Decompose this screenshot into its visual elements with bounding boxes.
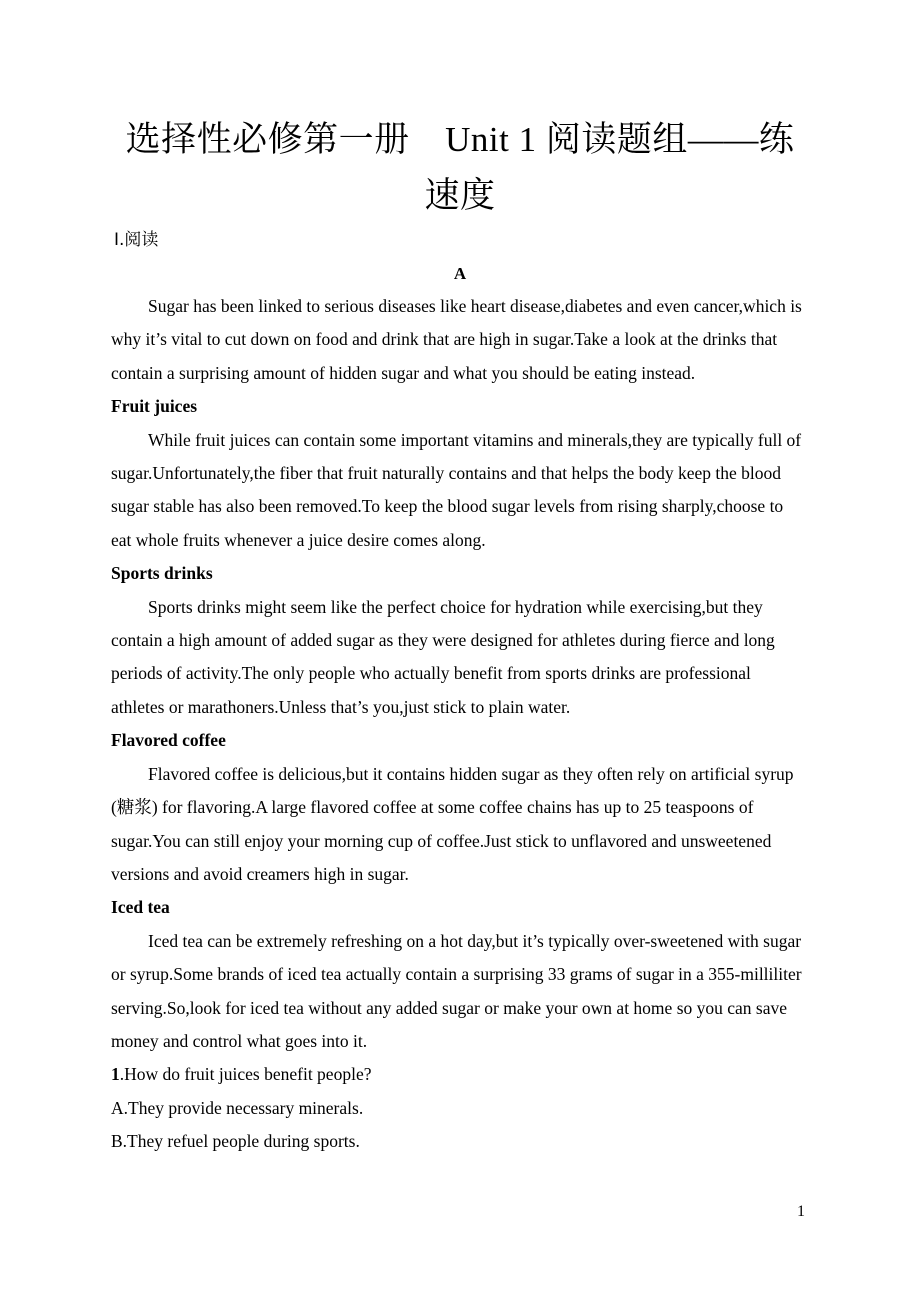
section-paragraph-sports-drinks: Sports drinks might seem like the perfect choice for hydration while exercising,but they contain a high amount of added sugar as they were designed for athletes during fierce and long periods of activity.The only people who actually benefit from sports drinks are professional athletes or marathoners.Unless that’s you,just stick to plain water. [111,596,775,717]
question-text: .How do fruit juices benefit people? [119,1064,372,1085]
intro-paragraph: Sugar has been linked to serious diseases like heart disease,diabetes and even cancer,which is why it’s vital to cut down on food and drink that are high in sugar.Take a look at the drinks that contain a surprising amount of hidden sugar and what you should be eating instead. [111,296,802,383]
passage-body [111,290,803,1159]
page-number: 1 [797,1203,805,1220]
section-label: Ⅰ.阅读 [114,230,159,250]
section-paragraph-flavored-coffee: Flavored coffee is delicious,but it contains hidden sugar as they often rely on artificial syrup (糖浆) for flavoring.A large flavored coffee at some coffee chains has up to 25 teaspoons of sugar.You can still enjoy your morning cup of coffee.Just stick to unflavored and unsweetened versions and avoid creamers high in sugar. [111,763,794,884]
section-heading-fruit-juices: Fruit juices [111,396,198,417]
section-heading-sports-drinks: Sports drinks [111,563,213,584]
section-heading-flavored-coffee: Flavored coffee [111,730,226,751]
passage-label: A [453,264,467,283]
section-paragraph-iced-tea: Iced tea can be extremely refreshing on a hot day,but it’s typically over-sweetened with sugar or syrup.Some brands of iced tea actually contain a surprising 33 grams of sugar in a 355-milliliter serving.So,look for iced tea without any added sugar or make your own at home so you can save money and control what goes into it. [111,930,802,1051]
section-paragraph-fruit-juices: While fruit juices can contain some important vitamins and minerals,they are typically full of sugar.Unfortunately,the fiber that fruit naturally contains and that helps the body keep the blood sugar stable has also been removed.To keep the blood sugar levels from rising sharply,choose to eat whole fruits whenever a juice desire comes along. [111,429,802,550]
question-option-b: B.They refuel people during sports. [111,1131,360,1152]
section-heading-iced-tea: Iced tea [111,897,170,918]
question-1 [111,1058,803,1091]
question-option-a: A.They provide necessary minerals. [111,1097,364,1118]
question-number: 1 [111,1064,120,1085]
page-title: 选择性必修第一册 Unit 1 阅读题组——练速度 [125,120,795,215]
